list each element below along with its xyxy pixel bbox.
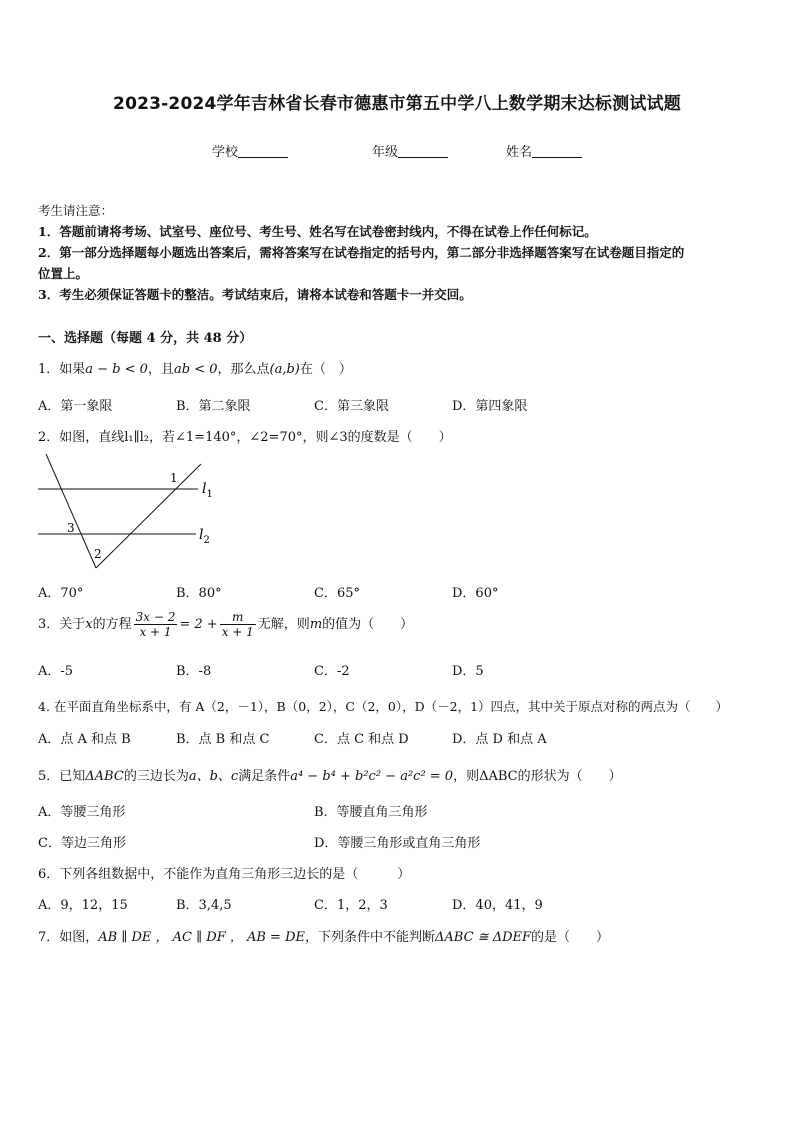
q1-option-b[interactable]: B．第二象限 <box>176 399 251 414</box>
q6-option-d[interactable]: D．40，41，9 <box>452 898 543 913</box>
name-blank[interactable] <box>532 145 582 158</box>
q1-tail: 在（ ） <box>299 362 352 377</box>
q5-expr: a⁴ − b⁴ + b²c² − a²c² = 0 <box>290 769 454 784</box>
question-6: 6．下列各组数据中，不能作为直角三角形三边长的是（ ） <box>38 867 411 882</box>
name-label: 姓名 <box>506 145 533 160</box>
q1-option-a[interactable]: A．第一象限 <box>38 399 113 414</box>
question-5 <box>38 765 622 784</box>
q5-pre: 5．已知 <box>38 769 86 784</box>
q6-option-b[interactable]: B．3,4,5 <box>176 898 232 913</box>
angle-1-label: 1 <box>170 471 178 485</box>
notes-heading: 考生请注意： <box>38 203 114 218</box>
school-field[interactable] <box>212 141 288 160</box>
page-title: 2023-2024学年吉林省长春市德惠市第五中学八上数学期末达标测试试题 <box>113 94 681 114</box>
q7-expr2: ΔABC ≅ ΔDEF <box>435 930 532 945</box>
q1-mid: ，且 <box>147 362 174 377</box>
question-3 <box>38 610 413 639</box>
q6-option-c[interactable]: C．1，2，3 <box>314 898 388 913</box>
q2-option-d[interactable]: D．60° <box>452 586 499 601</box>
section-heading: 一、选择题（每题 4 分，共 48 分） <box>38 331 253 346</box>
q1-expr1: a − b < 0 <box>85 362 148 377</box>
q3-m: m <box>309 617 323 632</box>
q4-option-c[interactable]: C．点 C 和点 D <box>314 732 409 747</box>
q2-option-b[interactable]: B．80° <box>176 586 222 601</box>
angle-3-label: 3 <box>67 521 75 535</box>
q5-tail: ，则ΔABC的形状为（ ） <box>453 769 622 784</box>
question-2: 2．如图，直线l₁∥l₂，若∠1=140°，∠2=70°，则∠3的度数是（ ） <box>38 430 452 445</box>
question-4: 4. 在平面直角坐标系中，有 A（2，－1），B（0，2），C（2，0），D（－2，1）四点，其中关于原点对称的两点为（ ） <box>38 699 729 714</box>
q5-option-c[interactable]: C．等边三角形 <box>38 836 126 851</box>
grade-field[interactable] <box>372 141 448 160</box>
q7-mid: ，下列条件中不能判断 <box>305 930 436 945</box>
q6-option-a[interactable]: A．9，12，15 <box>38 898 128 913</box>
note-3: 3．考生必须保证答题卡的整洁。考试结束后，请将本试卷和答题卡一并交回。 <box>38 287 472 302</box>
q3-fraction-1: $\frac{3x - 2}{x + 1}$ <box>135 610 176 639</box>
q1-num: 1．如果 <box>38 362 86 377</box>
l1-label: $l_1$ <box>202 481 213 500</box>
q1-expr2: ab < 0 <box>173 362 218 377</box>
q1-option-c[interactable]: C．第三象限 <box>314 399 389 414</box>
q3-x: x <box>85 617 93 632</box>
q4-option-b[interactable]: B．点 B 和点 C <box>176 732 270 747</box>
grade-label: 年级 <box>372 145 399 160</box>
q3-option-d[interactable]: D．5 <box>452 664 484 679</box>
note-1: 1．答题前请将考场、试室号、座位号、考生号、姓名写在试卷密封线内，不得在试卷上作任何标记。 <box>38 224 597 239</box>
angle-2-label: 2 <box>94 547 102 561</box>
q5-option-d[interactable]: D．等腰三角形或直角三角形 <box>314 836 481 851</box>
q1-point: (a,b) <box>269 362 300 377</box>
q5-mid: 的三边长为 <box>123 769 189 784</box>
q3-option-b[interactable]: B．-8 <box>176 664 212 679</box>
q4-option-a[interactable]: A．点 A 和点 B <box>38 732 131 747</box>
q3-eq: = 2 + <box>179 617 218 632</box>
q4-option-d[interactable]: D．点 D 和点 A <box>452 732 547 747</box>
school-label: 学校 <box>212 145 239 160</box>
q3-post: 无解，则 <box>257 617 310 632</box>
q7-pre: 7．如图， <box>38 930 99 945</box>
note-2a: 2．第一部分选择题每小题选出答案后，需将答案写在试卷指定的括号内，第二部分非选择题答案写在试卷题目指定的 <box>38 245 685 260</box>
q7-tail: 的是（ ） <box>531 930 610 945</box>
q2-figure <box>36 452 226 574</box>
q2-option-a[interactable]: A．70° <box>38 586 84 601</box>
q1-mid2: ，那么点 <box>217 362 270 377</box>
name-field[interactable] <box>506 141 582 160</box>
q1-option-d[interactable]: D．第四象限 <box>452 399 528 414</box>
grade-blank[interactable] <box>398 145 448 158</box>
q5-sides: a、b、c <box>188 769 239 784</box>
q7-expr: AB ∥ DE ， AC ∥ DF ， AB = DE <box>98 930 305 945</box>
q2-option-c[interactable]: C．65° <box>314 586 360 601</box>
note-2b: 位置上。 <box>38 266 89 281</box>
l2-label: $l_2$ <box>199 527 210 546</box>
q3-option-a[interactable]: A．-5 <box>38 664 74 679</box>
school-blank[interactable] <box>238 145 288 158</box>
q5-option-b[interactable]: B．等腰直角三角形 <box>314 805 428 820</box>
q5-option-a[interactable]: A．等腰三角形 <box>38 805 126 820</box>
q5-cond: 满足条件 <box>238 769 291 784</box>
q3-option-c[interactable]: C．-2 <box>314 664 350 679</box>
transversal-right <box>96 464 201 568</box>
transversal-left <box>46 454 96 568</box>
q3-pre: 3．关于 <box>38 617 86 632</box>
q3-mid: 的方程 <box>92 617 132 632</box>
question-7 <box>38 926 609 945</box>
question-1 <box>38 358 352 377</box>
q3-tail: 的值为（ ） <box>322 617 414 632</box>
q3-fraction-2: $\frac{m}{x + 1}$ <box>221 610 254 639</box>
q5-triangle: ΔABC <box>85 769 124 784</box>
